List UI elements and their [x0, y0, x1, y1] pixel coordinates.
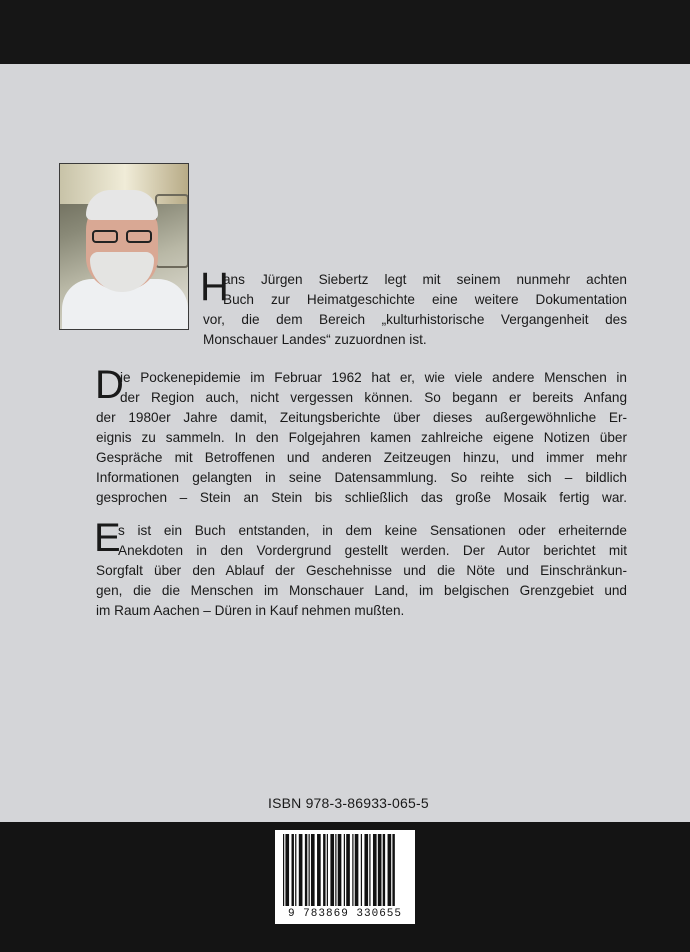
paragraph-line: eignis zu sammeln. In den Folgejahren kamen zahlreiche eigene Notizen über	[96, 430, 627, 445]
top-band	[0, 0, 690, 64]
author-photo	[59, 163, 189, 330]
paragraph-line: Monschauer Landes“ zuzuordnen ist.	[203, 332, 427, 347]
paragraph-line: Anekdoten in den Vordergrund gestellt werden. Der Autor berichtet mit	[118, 543, 627, 558]
barcode	[275, 830, 415, 924]
paragraph-line: gen, die die Menschen im Monschauer Land, im belgischen Grenzgebiet und	[96, 583, 627, 598]
paragraph-line: Sorgfalt über den Ablauf der Geschehnisse und die Nöte und Einschränkun-	[96, 563, 627, 578]
paragraph-line: der 1980er Jahre damit, Zeitungsberichte über dieses außergewöhnliche Er-	[96, 410, 627, 425]
barcode-bars	[281, 834, 409, 906]
paragraph-line: Gespräche mit Betroffenen und anderen Zeitzeugen hinzu, und immer mehr	[96, 450, 627, 465]
paragraph-line: s ist ein Buch entstanden, in dem keine Sensationen oder erheiternde	[118, 523, 627, 538]
author-intro-paragraph	[203, 270, 627, 350]
paragraph-line: im Raum Aachen – Düren in Kauf nehmen mußten.	[96, 603, 405, 618]
paragraph-line: ans Jürgen Siebertz legt mit seinem nunmehr achten	[223, 272, 627, 287]
paragraph-line: Informationen gelangten in seine Datensammlung. So reihte sich – bildlich	[96, 470, 627, 485]
barcode-digits: 9 783869 330655	[287, 908, 403, 920]
paragraph-line: ie Pockenepidemie im Februar 1962 hat er, wie viele andere Menschen in	[120, 370, 627, 385]
isbn-number: ISBN 978-3-86933-065-5	[268, 795, 429, 811]
paragraph-line: gesprochen – Stein an Stein bis schließlich das große Mosaik fertig war.	[96, 490, 627, 505]
paragraph-line: der Region auch, nicht vergessen können. So begann er bereits Anfang	[120, 390, 627, 405]
dropcap-initial: D	[95, 363, 124, 407]
dropcap-initial: H	[200, 265, 229, 309]
dropcap-initial: E	[94, 516, 121, 560]
paragraph-line: Buch zur Heimatgeschichte eine weitere Dokumentation	[223, 292, 627, 307]
background-paragraph	[96, 368, 627, 508]
book-summary-paragraph	[96, 521, 627, 621]
paragraph-line: vor, die dem Bereich „kulturhistorische Vergangenheit des	[203, 312, 627, 327]
